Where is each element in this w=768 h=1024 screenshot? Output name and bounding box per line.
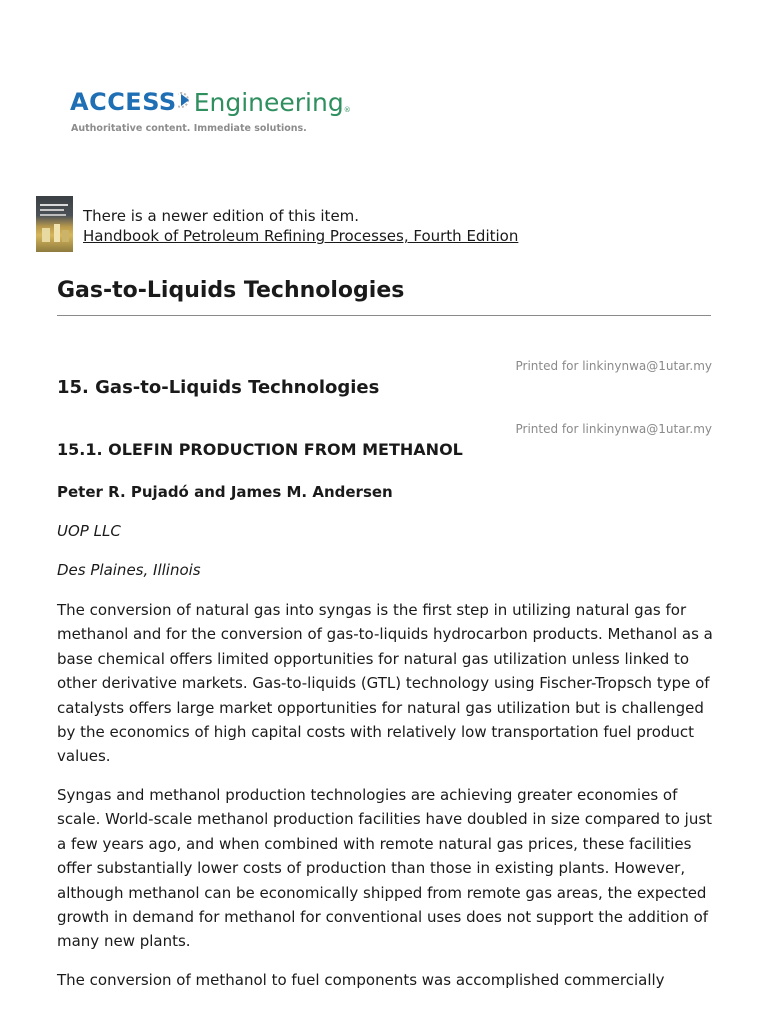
- newer-edition-link[interactable]: Handbook of Petroleum Refining Processes, Fourth Edition: [83, 227, 519, 245]
- logo-brand-engineering: Engineering: [193, 87, 344, 117]
- body-paragraph: The conversion of methanol to fuel components was accomplished commercially: [57, 971, 665, 989]
- affiliation-location: Des Plaines, Illinois: [57, 561, 201, 579]
- registered-mark: ®: [343, 106, 351, 114]
- book-cover-thumbnail[interactable]: [36, 196, 73, 252]
- affiliation-org: UOP LLC: [57, 522, 121, 540]
- chapter-heading: 15. Gas-to-Liquids Technologies: [57, 377, 380, 398]
- authors: Peter R. Pujadó and James M. Andersen: [57, 483, 393, 501]
- newer-edition-message: There is a newer edition of this item.: [83, 207, 360, 225]
- page-title: Gas-to-Liquids Technologies: [57, 278, 711, 316]
- logo-brand-access: ACCESS: [70, 88, 177, 116]
- body-paragraph: The conversion of natural gas into syngas is the first step in utilizing natural gas for methanol and for the conversion of gas-to-liquids hydrocarbon products. Methanol as a base chemical offers limited opportunities for natural gas utilization unless linked to other derivative markets. Gas-to-liquids (GTL) technology using Fischer-Tropsch type of catalysts offers large market opportunities for natural gas utilization but is challenged by the economics of high capital costs with relatively low transportation fuel product values.: [57, 601, 713, 766]
- logo-tagline: Authoritative content. Immediate solutions.: [71, 123, 307, 134]
- newer-edition-notice: [36, 196, 518, 252]
- access-engineering-logo: [70, 82, 351, 134]
- printed-for-note: Printed for linkinynwa@1utar.my: [515, 359, 712, 373]
- section-heading: 15.1. OLEFIN PRODUCTION FROM METHANOL: [57, 440, 463, 459]
- gear-arrow-icon: [178, 87, 192, 117]
- body-paragraph: Syngas and methanol production technologies are achieving greater economies of scale. World-scale methanol production facilities have doubled in size compared to just a few years ago, and when combined with remote natural gas prices, these facilities offer substantially lower costs of production than those in existing plants. However, although methanol can be economically shipped from remote gas areas, the expected growth in demand for methanol for conventional uses does not support the addition of many new plants.: [57, 786, 713, 951]
- printed-for-note: Printed for linkinynwa@1utar.my: [515, 422, 712, 436]
